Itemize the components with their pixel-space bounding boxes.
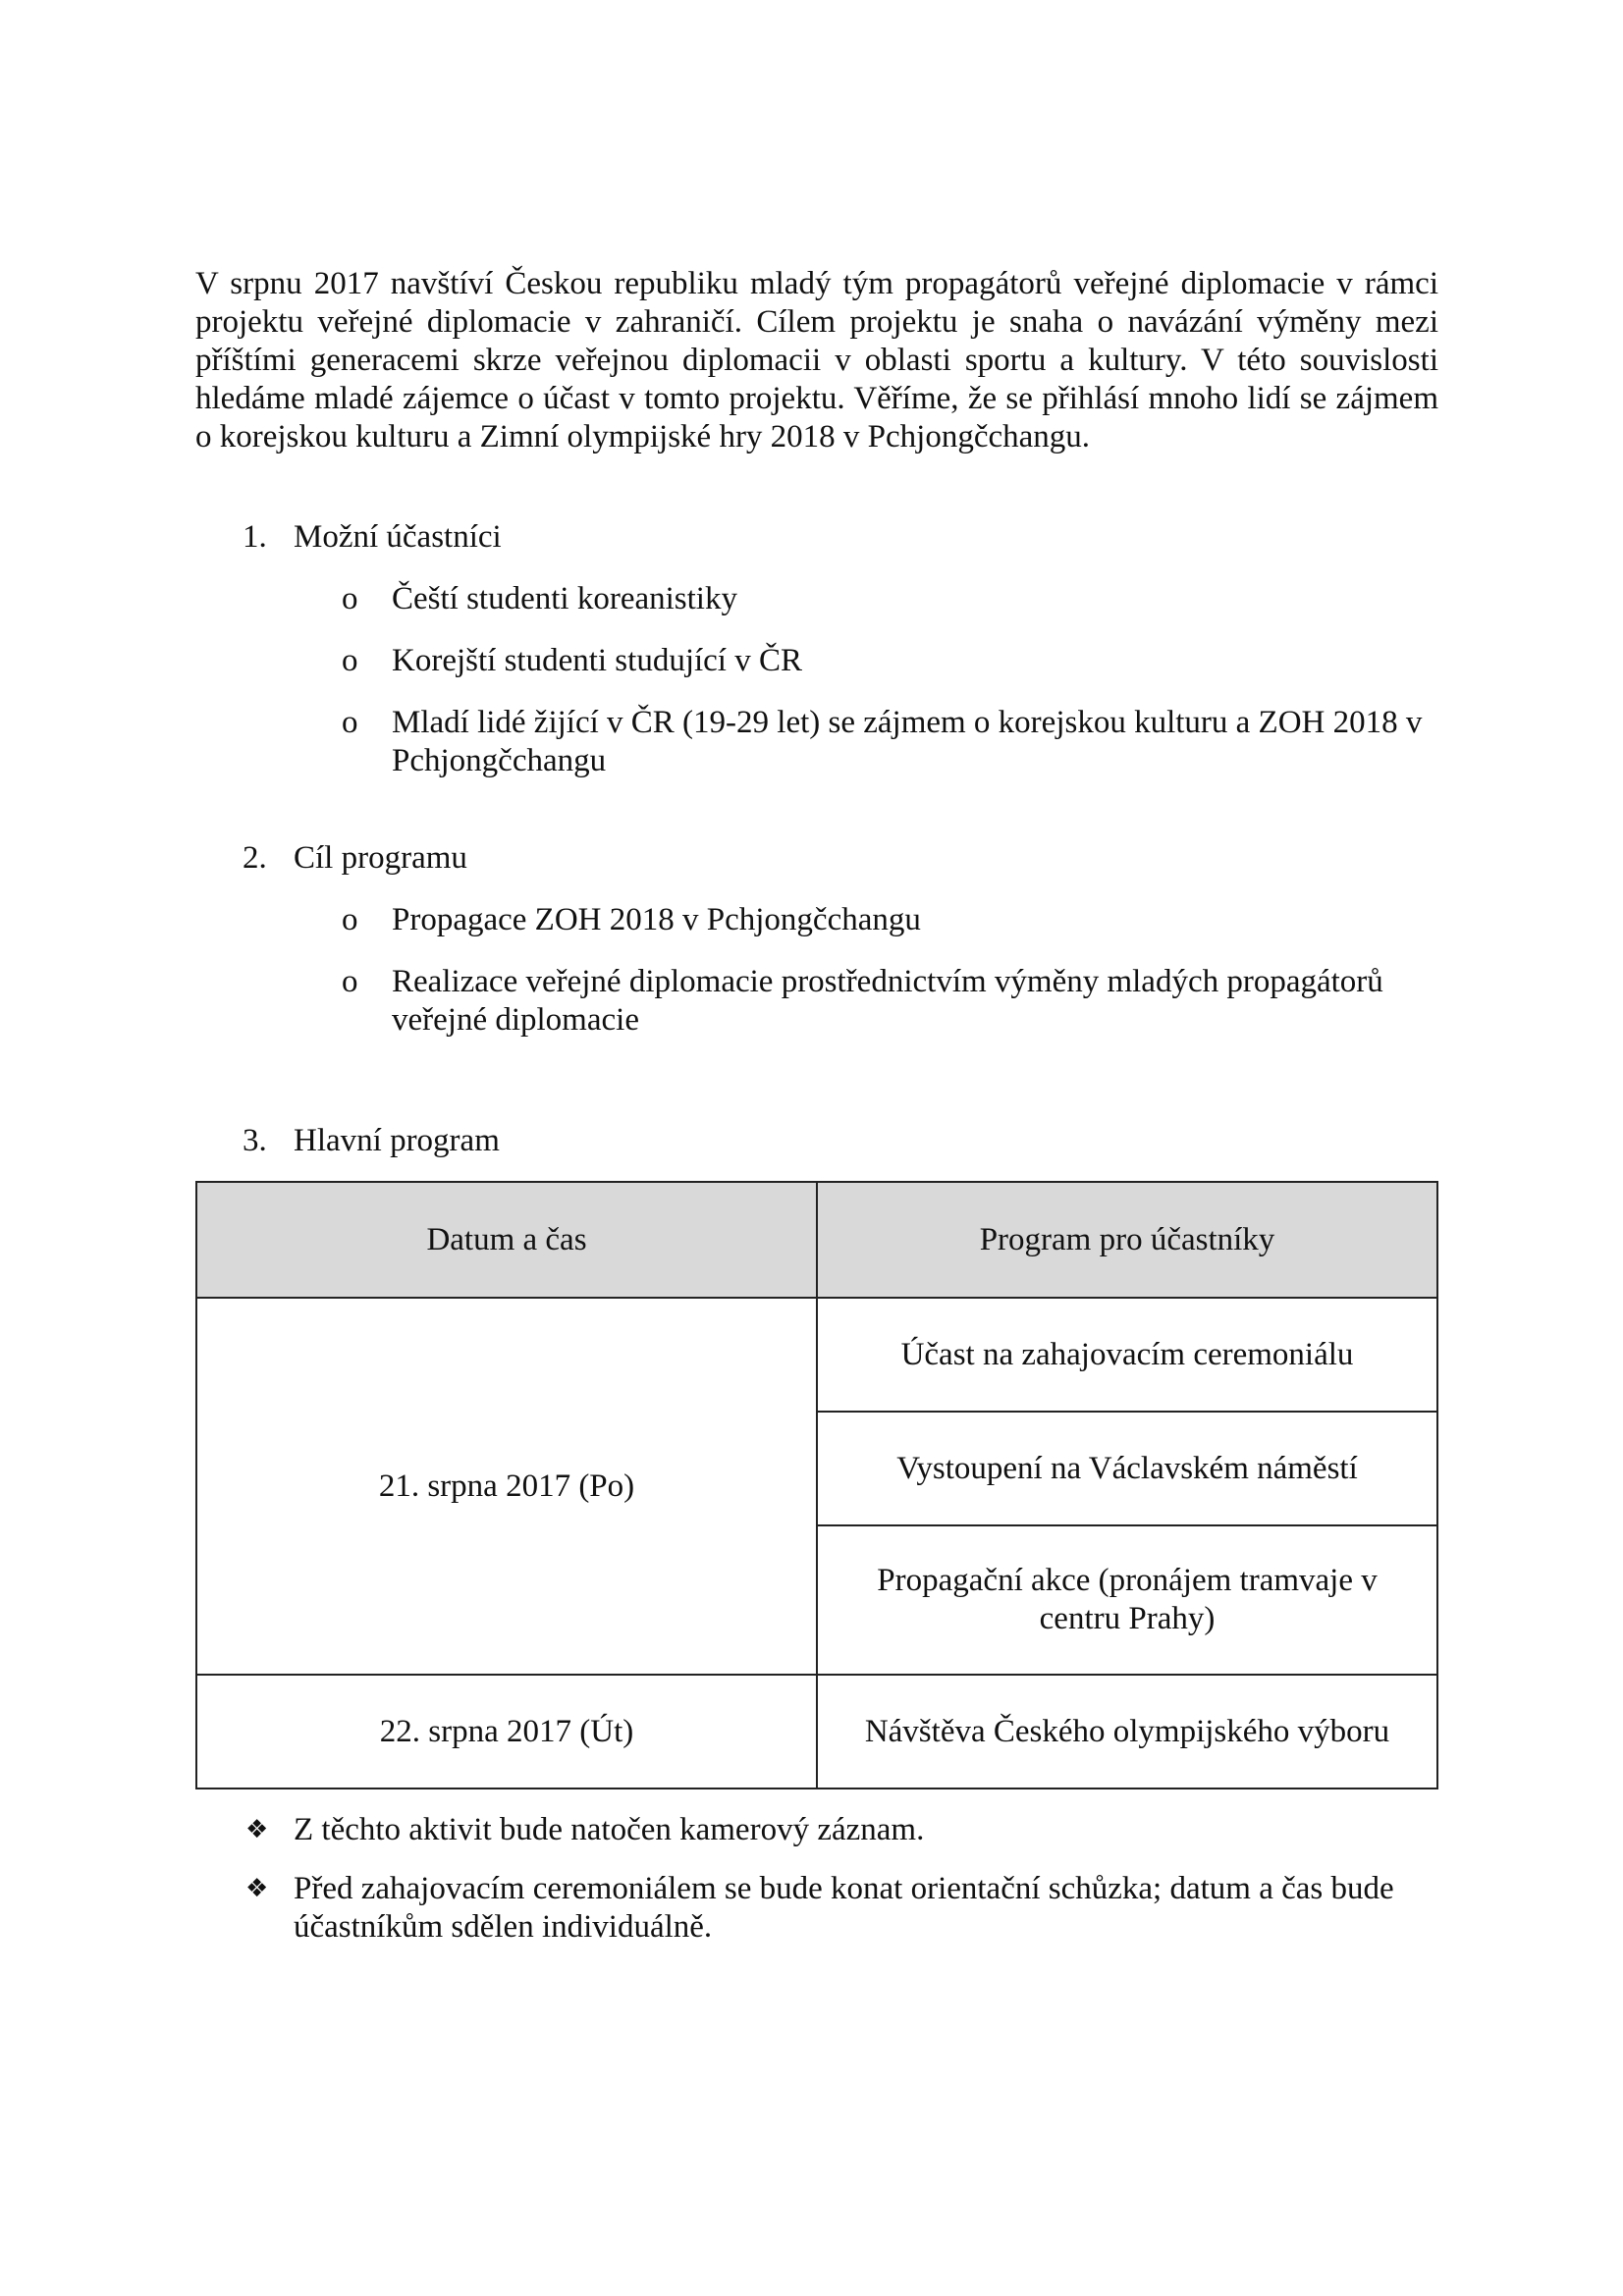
section-heading — [195, 839, 1438, 878]
circle-bullet-icon: o — [342, 581, 358, 616]
diamond-bullet-icon: ❖ — [245, 1874, 269, 1903]
section-number: 2. — [243, 840, 267, 876]
diamond-bullet-icon: ❖ — [245, 1815, 269, 1844]
section-number: 1. — [243, 519, 267, 555]
column-header-date: Datum a čas — [196, 1182, 817, 1298]
section-goal — [195, 839, 1438, 1040]
list-item-text: Čeští studenti koreanistiky — [392, 581, 737, 616]
list-item-text: Mladí lidé žijící v ČR (19-29 let) se zájmem o korejskou kulturu a ZOH 2018 v Pchjongčchangu — [392, 705, 1423, 778]
list-item — [195, 901, 1438, 939]
circle-bullet-icon: o — [342, 643, 358, 678]
list-item-text: Propagace ZOH 2018 v Pchjongčchangu — [392, 902, 921, 937]
list-item — [195, 580, 1438, 618]
list-item — [195, 963, 1438, 1040]
table-header-row — [196, 1182, 1437, 1298]
program-table — [195, 1181, 1438, 1789]
notes-list — [195, 1811, 1438, 1947]
date-cell: 22. srpna 2017 (Út) — [196, 1675, 817, 1789]
section-number: 3. — [243, 1123, 267, 1158]
intro-paragraph: V srpnu 2017 navštíví Českou republiku mladý tým propagátorů veřejné diplomacie v rámci projektu veřejné diplomacie v zahraničí. Cílem projektu je snaha o navázání výměny mezi příštími generacemi skrze veřejnou diplomacii v oblasti sportu a kultury. V této souvislosti hledáme mladé zájemce o účast v tomto projektu. Věříme, že se přihlásí mnoho lidí se zájmem o korejskou kulturu a Zimní olympijské hry 2018 v Pchjongčchangu. — [195, 266, 1438, 454]
section-heading — [195, 518, 1438, 557]
section-heading — [195, 1122, 1438, 1160]
document-page — [195, 265, 1438, 1947]
circle-bullet-icon: o — [342, 964, 358, 999]
activity-cell: Propagační akce (pronájem tramvaje v centru Prahy) — [817, 1525, 1437, 1675]
participants-list — [195, 580, 1438, 780]
list-item-text: Korejští studenti studující v ČR — [392, 643, 802, 678]
note-item — [195, 1811, 1438, 1849]
goals-list — [195, 901, 1438, 1040]
activity-cell: Účast na zahajovacím ceremoniálu — [817, 1298, 1437, 1412]
list-item-text: Realizace veřejné diplomacie prostřednictvím výměny mladých propagátorů veřejné diplomacie — [392, 964, 1383, 1038]
column-header-program: Program pro účastníky — [817, 1182, 1437, 1298]
table-row — [196, 1298, 1437, 1412]
circle-bullet-icon: o — [342, 705, 358, 740]
date-cell: 21. srpna 2017 (Po) — [196, 1298, 817, 1675]
table-row — [196, 1675, 1437, 1789]
section-main-program — [195, 1122, 1438, 1789]
list-item — [195, 704, 1438, 780]
section-title: Hlavní program — [294, 1123, 500, 1158]
activity-cell: Vystoupení na Václavském náměstí — [817, 1412, 1437, 1525]
list-item — [195, 642, 1438, 680]
activity-cell: Návštěva Českého olympijského výboru — [817, 1675, 1437, 1789]
section-participants — [195, 518, 1438, 780]
section-title: Možní účastníci — [294, 519, 502, 555]
note-text: Před zahajovacím ceremoniálem se bude konat orientační schůzka; datum a čas bude účastníkům sdělen individuálně. — [294, 1871, 1394, 1945]
section-title: Cíl programu — [294, 840, 467, 876]
note-item — [195, 1870, 1438, 1947]
note-text: Z těchto aktivit bude natočen kamerový záznam. — [294, 1812, 925, 1847]
circle-bullet-icon: o — [342, 902, 358, 937]
